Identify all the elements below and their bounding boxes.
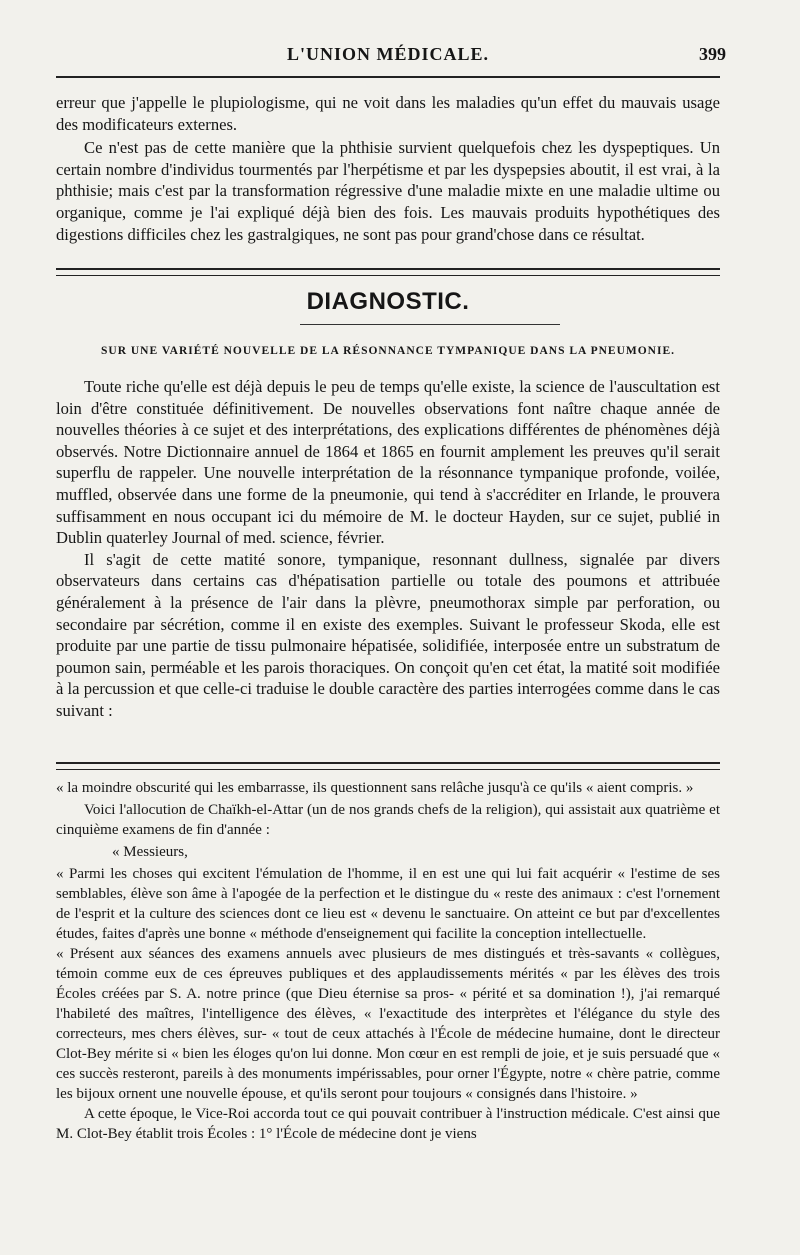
heading-rule — [300, 324, 560, 325]
paragraph: Voici l'allocution de Chaïkh-el-Attar (un de nos grands chefs de la religion), qui assistait aux quatrième et cinquième examens de fin d'année : — [56, 802, 720, 838]
paragraph: Il s'agit de cette matité sonore, tympanique, resonnant dullness, signalée par divers observateurs dans certains cas d'hépatisation partielle ou totale des poumons et attribuée généralement à la présence de l'air dans la plèvre, pneumothorax simple par perforation, ou secondaire par sécrétion, comme il en existe des exemples. Suivant le professeur Skoda, elle est produite par une partie de tissu pulmonaire hépatisée, solidifiée, interposée entre un substratum de poumon sain, perméable et les parois thoraciques. On conçoit qu'en cet état, la matité soit modifiée à la percussion et que celle-ci traduise le double caractère des parties interrogées comme dans le cas suivant : — [56, 549, 720, 720]
paragraph: erreur que j'appelle le plupiologisme, qui ne voit dans les maladies qu'un effet du mauvais usage des modificateurs externes. — [56, 93, 720, 134]
journal-title: L'UNION MÉDICALE. — [286, 44, 490, 64]
paragraph: Ce n'est pas de cette manière que la phthisie survient quelquefois chez les dyspeptiques. Un certain nombre d'individus tourmentés par l'herpétisme et par les dyspepsies aboutit, il est vrai, à la phthisie; mais c'est par la transformation régressive d'une maladie mixte en une maladie ultime ou organique, comme je l'ai expliqué déjà bien des fois. Les mauvais produits hypothétiques des digestions difficiles chez les gastralgiques, ne sont pas pour grand'chose dans ce résultat. — [56, 138, 720, 244]
quotation: « la moindre obscurité qui les embarrasse, ils questionnent sans relâche jusqu'à ce qu'ils « aient compris. » — [56, 780, 694, 796]
quotation: « Présent aux séances des examens annuels avec plusieurs de mes distingués et très-savants « collègues, témoin comme eux de ces épreuves publiques et des applaudissements mérités « par les élèves des trois Écoles créées par S. A. notre prince (que Dieu éternise sa pros- « périté et sa domination !), j'ai remarqué l'habileté des maîtres, l'intelligence des élèves, « l'exactitude des interprètes et l'élégance du style des correcteurs, mes chers élèves, sur- « tout de ceux attachés à l'École de médecine humaine, dont le directeur Clot-Bey mérite si « bien les éloges qu'on lui donne. Mon cœur en est rempli de joie, et je suis persuadé que « ces succès resteront, pareils à des monuments impérissables, pour orner l'Égypte, notre « chère patrie, comme les bijoux ornent une nouvelle épouse, et qu'ils seront pour toujours « consignés dans l'histoire. » — [56, 946, 720, 1102]
header-rule — [56, 76, 720, 78]
article-subtitle: SUR UNE VARIÉTÉ NOUVELLE DE LA RÉSONNANCE TYMPANIQUE DANS LA PNEUMONIE. — [101, 345, 675, 357]
section-divider — [56, 268, 720, 276]
quotation: « Parmi les choses qui excitent l'émulation de l'homme, il en est une qui lui fait acquérir « l'estime de ses semblables, élève son âme à l'apogée de la perfection et le distingue du « reste des animaux : c'est l'ornement de l'esprit et la culture des sciences dont ce lieu est « devenu le sanctuaire. On atteint ce but par d'excellentes études, faites d'après une bonne « méthode d'enseignement qui facilite la conception intellectuelle. — [56, 866, 720, 942]
continued-text — [56, 92, 720, 245]
page-number: 399 — [699, 44, 726, 64]
paragraph: A cette époque, le Vice-Roi accorda tout ce qui pouvait contribuer à l'instruction médicale. C'est ainsi que M. Clot-Bey établit trois Écoles : 1° l'École de médecine dont je viens — [56, 1106, 720, 1142]
section-title: DIAGNOSTIC. — [306, 288, 470, 315]
section-heading — [56, 288, 720, 316]
feuilleton-divider — [56, 762, 720, 770]
article-body — [56, 376, 720, 722]
running-head — [56, 44, 726, 72]
paragraph: Toute riche qu'elle est déjà depuis le peu de temps qu'elle existe, la science de l'auscultation est loin d'être constituée définitivement. De nouvelles observations font naître chaque année de nouvelles théories à ce sujet et des interprétations, des explications différentes de phénomènes déjà observés. Notre Dictionnaire annuel de 1864 et 1865 en fournit amplement les preuves qu'il serait superflu de rappeler. Une nouvelle interprétation de la résonnance tympanique profonde, voilée, muffled, observée dans une forme de la pneumonie, qui tend à s'accréditer en Irlande, le prouvera suffisamment en nous occupant ici du mémoire de M. le docteur Hayden, sur ce sujet, publié in Dublin quaterley Journal of med. science, février. — [56, 377, 720, 548]
salutation: « Messieurs, — [112, 844, 188, 860]
feuilleton — [56, 778, 720, 1144]
